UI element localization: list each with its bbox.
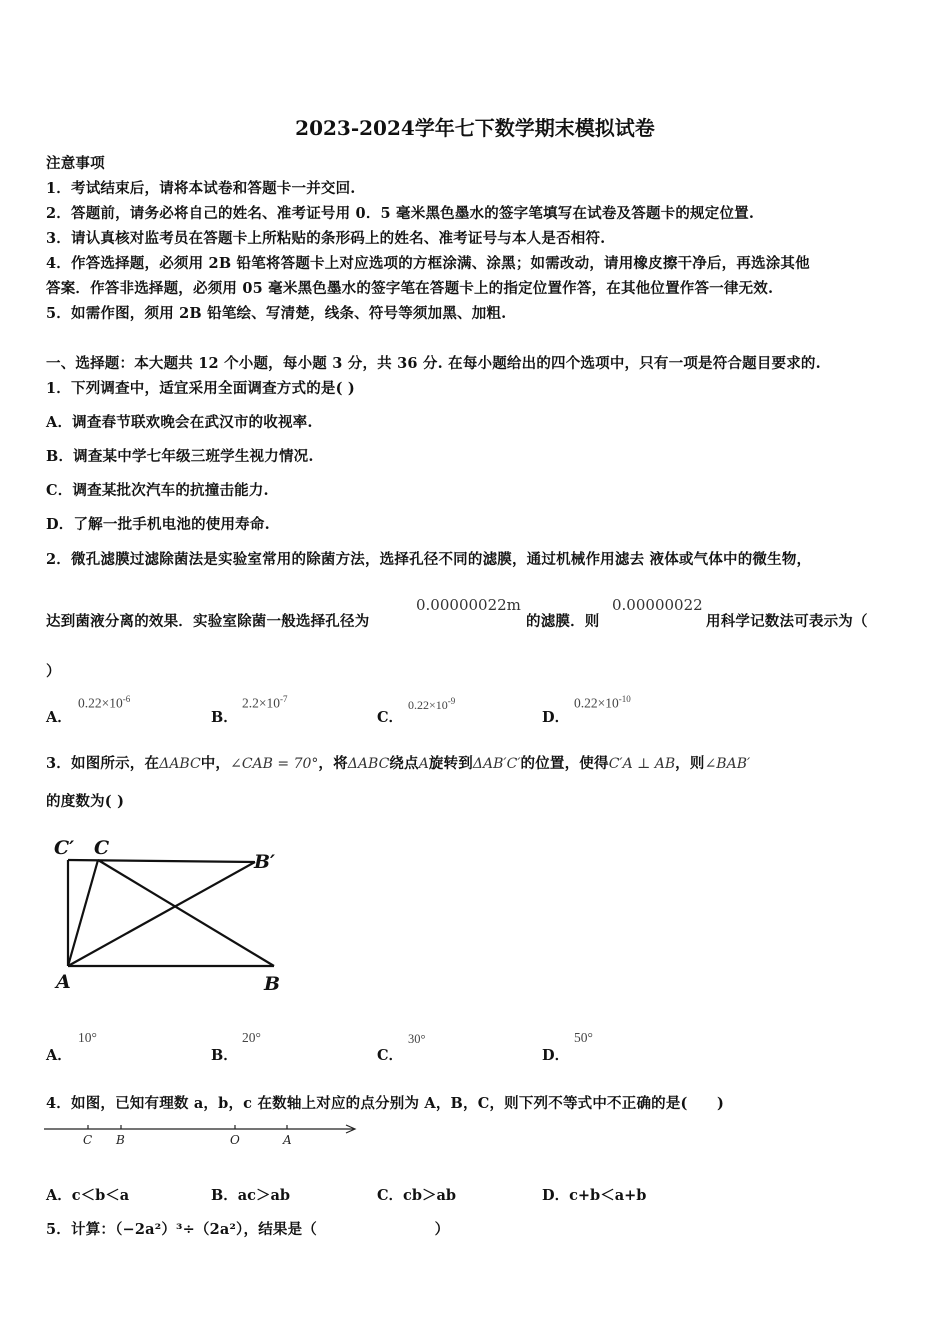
notice-item: 2．答题前，请务必将自己的姓名、准考证号用 0．5 毫米黑色墨水的签字笔填写在试卷及答题卡的规定位置. (46, 205, 755, 222)
notice-item: 5．如需作图，须用 2B 铅笔绘、写清楚，线条、符号等须加黑、加粗. (46, 305, 507, 322)
question-2-line-3: ） (46, 663, 61, 680)
question-3-option-c-letter: C． (377, 1047, 404, 1064)
question-5-stem: 5．计算：（−2a²）³÷（2a²），结果是（ ） (46, 1221, 450, 1238)
question-1-stem: 1．下列调查中，适宜采用全面调查方式的是( ) (46, 380, 355, 397)
question-2-math-number: 0.00000022 (612, 596, 703, 614)
notice-item: 1．考试结束后，请将本试卷和答题卡一并交回. (46, 180, 356, 197)
question-2-text: 的滤膜．则 (526, 613, 600, 630)
question-2-option-b-letter: B． (211, 709, 238, 726)
segment-a-c (68, 860, 98, 966)
question-1-option-a: A．调查春节联欢晚会在武汉市的收视率. (46, 414, 313, 431)
question-4-option-d: D．c+b＜a+b (542, 1187, 647, 1204)
question-2-option-b-value: $2.2\times 10^{-7}$ (242, 694, 288, 711)
question-3-stem: 3．如图所示，在ΔABC中，∠CAB = 70°，将ΔABC绕点A旋转到ΔAB′C′的位置，使得C′A ⊥ AB，则∠BAB′ (46, 755, 751, 772)
question-3-option-b-value: 20° (242, 1030, 261, 1045)
axis-label-a: A (283, 1133, 292, 1147)
label-b: B (264, 973, 281, 995)
question-3-option-d-letter: D． (542, 1047, 570, 1064)
notice-heading: 注意事项 (46, 155, 105, 172)
question-4-stem: 4．如图，已知有理数 a，b，c 在数轴上对应的点分别为 A，B，C，则下列不等式中不正确的是( ) (46, 1095, 725, 1112)
segment-c-b (98, 860, 274, 966)
axis-label-o: O (230, 1133, 240, 1147)
question-2-option-d-value: $0.22\times 10^{-10}$ (574, 694, 631, 711)
segment-c-prime-b-prime (68, 860, 255, 862)
question-2-option-a-value: $0.22\times 10^{-6}$ (78, 694, 131, 711)
question-3-option-a-letter: A． (46, 1047, 72, 1064)
notice-item: 3．请认真核对监考员在答题卡上所粘贴的条形码上的姓名、准考证号与本人是否相符. (46, 230, 606, 247)
axis-label-c: C (83, 1133, 93, 1147)
question-3-line-2: 的度数为( ) (46, 793, 125, 810)
question-2-line-1: 2．微孔滤膜过滤除菌法是实验室常用的除菌方法，选择孔径不同的滤膜，通过机械作用滤去 液体或气体中的微生物， (46, 551, 812, 568)
question-3-option-d-value: 50° (574, 1030, 593, 1045)
question-2-option-c-letter: C． (377, 709, 404, 726)
question-2-text: 达到菌液分离的效果．实验室除菌一般选择孔径为 (46, 613, 370, 630)
axis-label-b: B (116, 1133, 125, 1147)
rotation-figure (50, 830, 290, 995)
question-2-option-d-letter: D． (542, 709, 570, 726)
page-title: 2023-2024学年七下数学期末模拟试卷 (295, 116, 655, 140)
question-1-option-b: B．调查某中学七年级三班学生视力情况. (46, 448, 314, 465)
number-line (42, 1118, 362, 1152)
question-2-option-c-value: $0.22\times 10^{-9}$ (408, 696, 456, 712)
label-c-prime: C′ (54, 837, 75, 859)
section-heading: 一、选择题：本大题共 12 个小题，每小题 3 分，共 36 分. 在每小题给出的四个选项中，只有一项是符合题目要求的. (46, 355, 821, 372)
question-2-option-a-letter: A． (46, 709, 72, 726)
label-b-prime: B′ (254, 851, 276, 873)
question-1-option-d: D．了解一批手机电池的使用寿命. (46, 516, 270, 533)
question-3-option-c-value: 30° (408, 1032, 426, 1046)
question-2-math-pore: 0.00000022m (416, 596, 521, 614)
notice-item: 4．作答选择题，必须用 2B 铅笔将答题卡上对应选项的方框涂满、涂黑；如需改动，请用橡皮擦干净后，再选涂其他 (46, 255, 810, 272)
question-1-option-c: C．调查某批次汽车的抗撞击能力. (46, 482, 269, 499)
segment-a-b-prime (68, 862, 255, 966)
label-c: C (94, 837, 110, 859)
notice-item: 答案．作答非选择题，必须用 05 毫米黑色墨水的签字笔在答题卡上的指定位置作答，在其他位置作答一律无效. (46, 280, 774, 297)
question-4-option-b: B．ac＞ab (211, 1187, 291, 1204)
label-a: A (56, 971, 71, 993)
question-2-text: 用科学记数法可表示为（ (706, 613, 868, 630)
question-4-option-c: C．cb＞ab (377, 1187, 457, 1204)
question-4-option-a: A．c＜b＜a (46, 1187, 130, 1204)
question-3-option-b-letter: B． (211, 1047, 238, 1064)
question-3-option-a-value: 10° (78, 1030, 97, 1045)
